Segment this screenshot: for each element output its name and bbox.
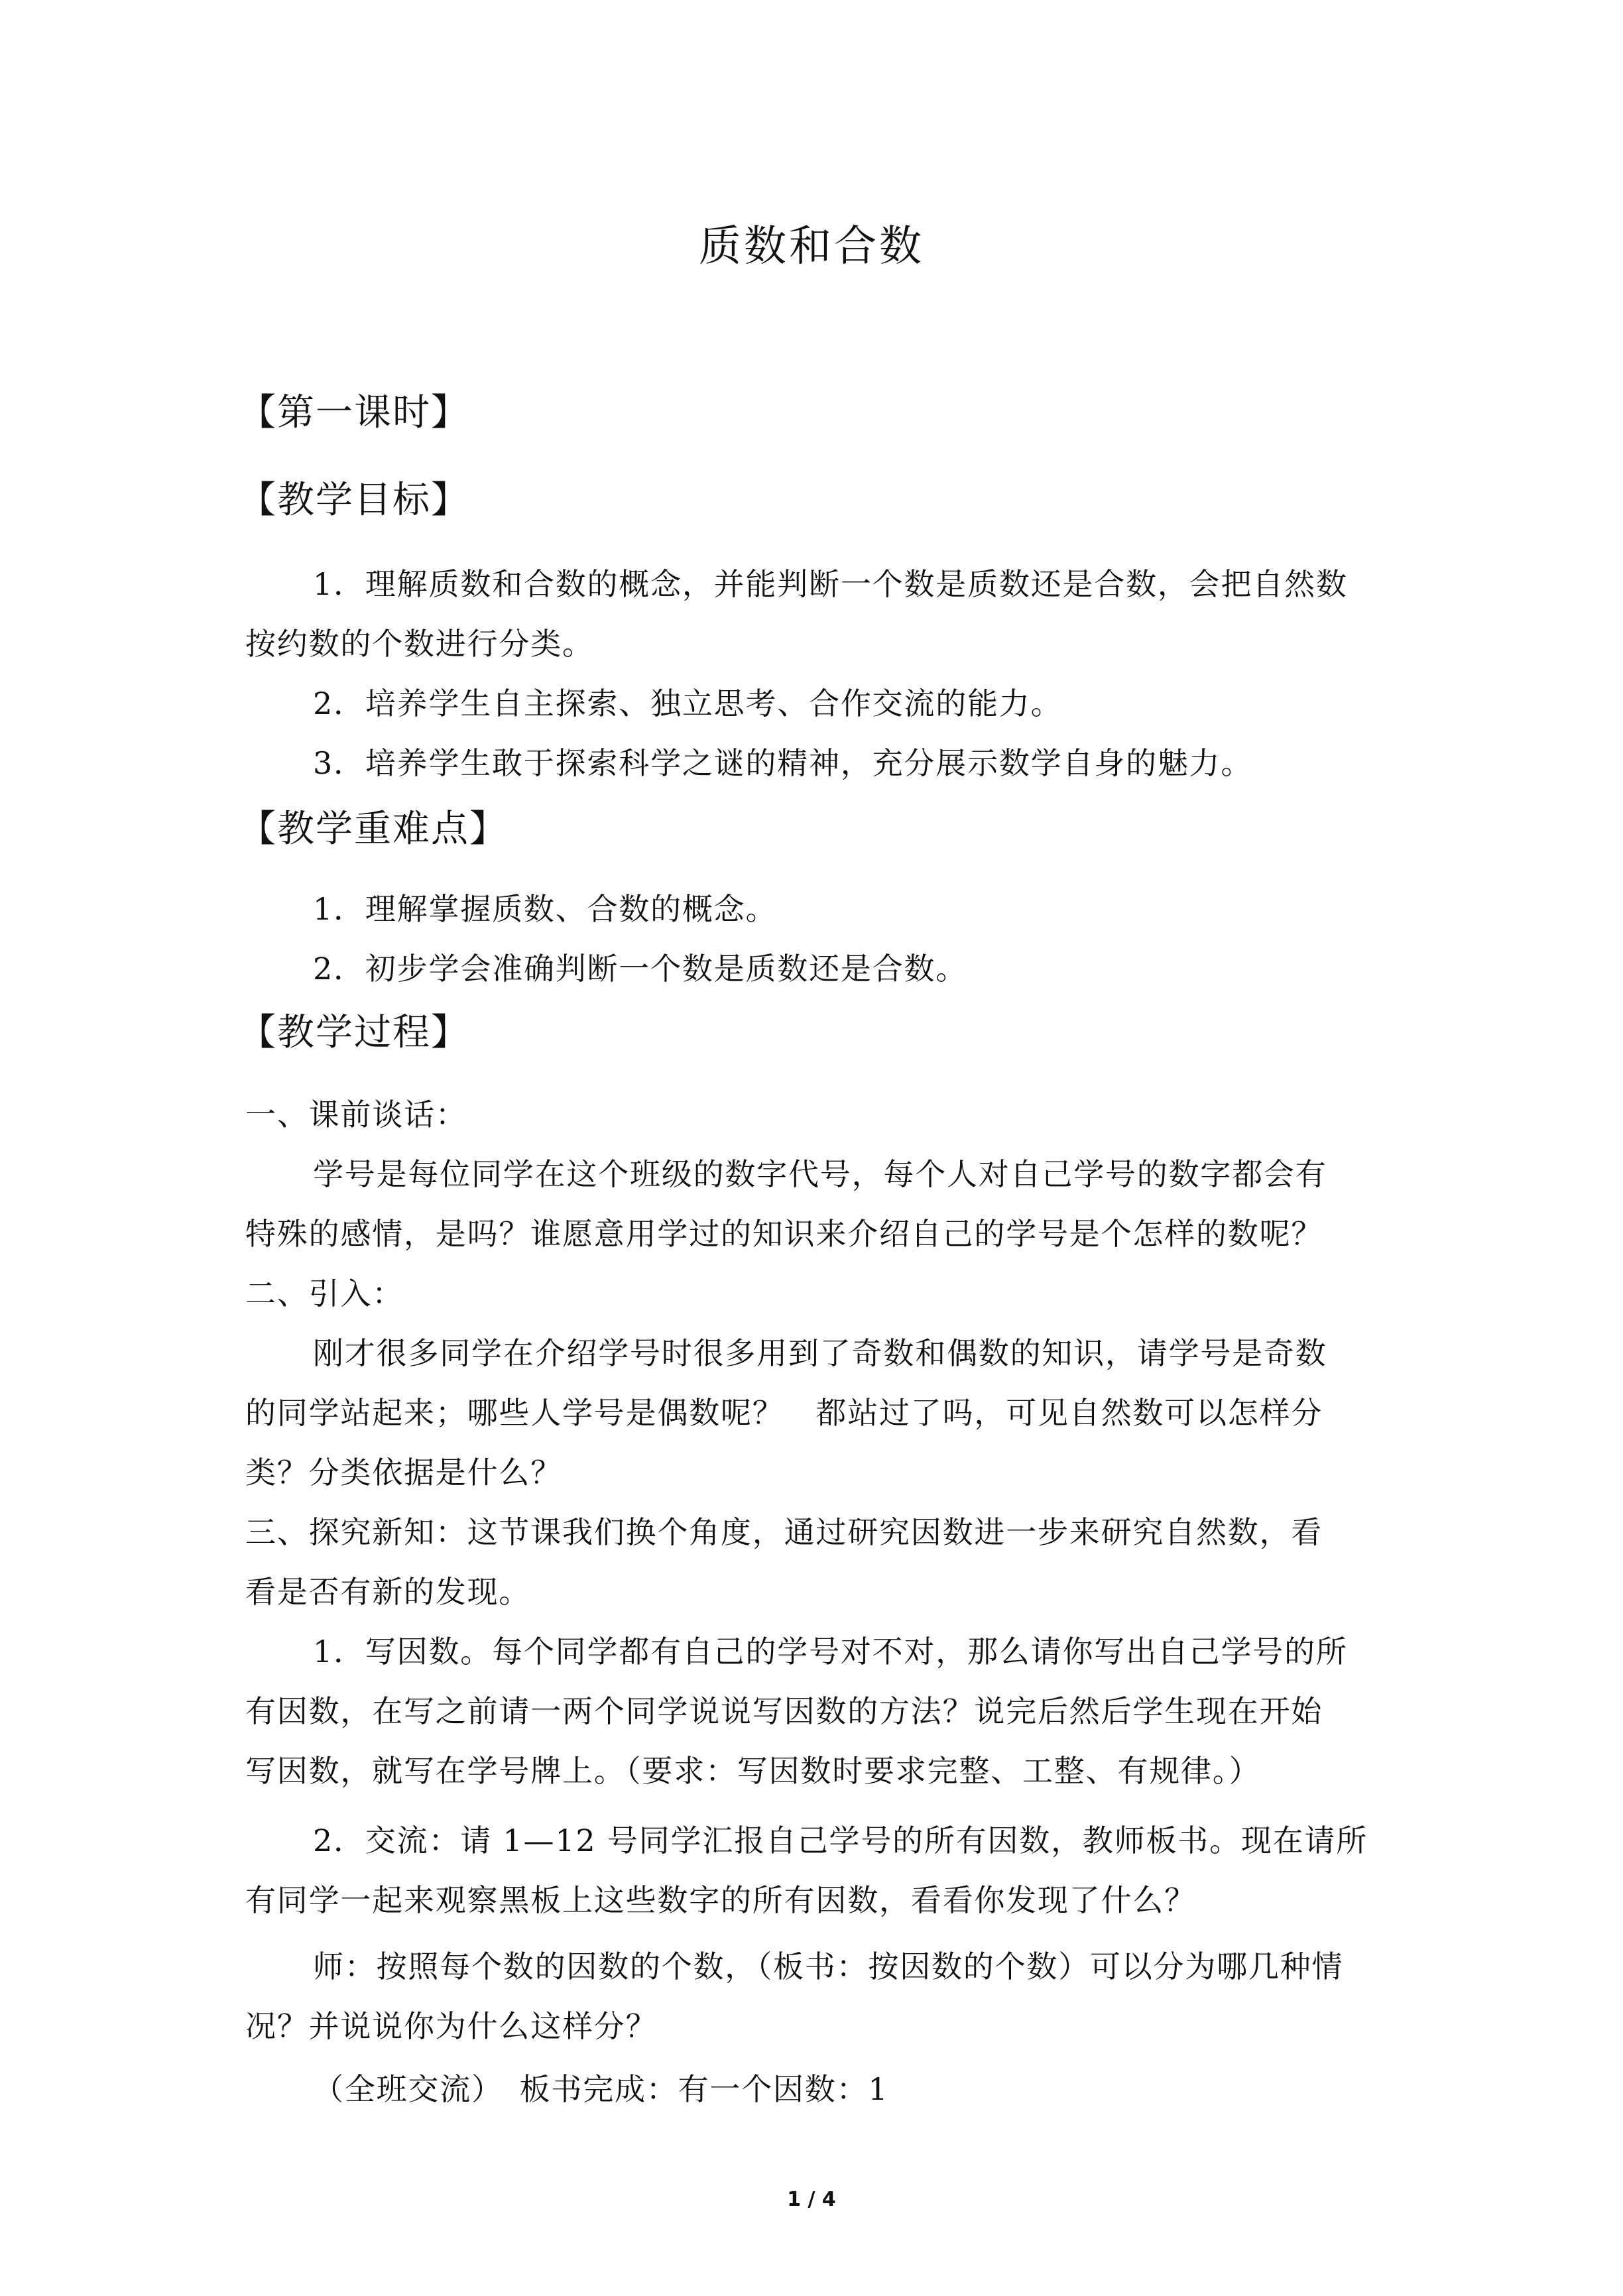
heading-first-lesson: 【第一课时】 xyxy=(239,391,469,434)
paragraph-line: 3．培养学生敢于探索科学之谜的精神，充分展示数学自身的魅力。 xyxy=(313,745,1253,781)
paragraph-line: 二、引入： xyxy=(245,1276,404,1311)
heading-teaching-process: 【教学过程】 xyxy=(239,1011,469,1054)
paragraph-line: 按约数的个数进行分类。 xyxy=(245,626,594,662)
paragraph-line: 2．交流：请 1—12 号同学汇报自己学号的所有因数，教师板书。现在请所 xyxy=(313,1823,1368,1858)
paragraph-line: 1．理解掌握质数、合数的概念。 xyxy=(313,891,778,927)
paragraph-line: 有同学一起来观察黑板上这些数字的所有因数，看看你发现了什么？ xyxy=(245,1882,1196,1918)
paragraph-line: 况？并说说你为什么这样分？ xyxy=(245,2008,658,2044)
document-title: 质数和合数 xyxy=(699,222,924,271)
heading-teaching-goals: 【教学目标】 xyxy=(239,479,469,522)
page-number: 1 / 4 xyxy=(787,2188,836,2211)
paragraph-line: 看是否有新的发现。 xyxy=(245,1574,531,1610)
paragraph-line: 三、探究新知：这节课我们换个角度，通过研究因数进一步来研究自然数，看 xyxy=(245,1514,1323,1550)
paragraph-line: 师：按照每个数的因数的个数，（板书：按因数的个数）可以分为哪几种情 xyxy=(313,1949,1344,1984)
paragraph-line: 一、课前谈话： xyxy=(245,1097,467,1132)
paragraph-line: 1．写因数。每个同学都有自己的学号对不对，那么请你写出自己学号的所 xyxy=(313,1634,1348,1669)
paragraph-line: 特殊的感情，是吗？谁愿意用学过的知识来介绍自己的学号是个怎样的数呢？ xyxy=(245,1216,1323,1252)
heading-key-difficulties: 【教学重难点】 xyxy=(239,808,508,851)
paragraph-line: 有因数，在写之前请一两个同学说说写因数的方法？说完后然后学生现在开始 xyxy=(245,1693,1323,1729)
paragraph-line: 类？分类依据是什么？ xyxy=(245,1455,562,1490)
paragraph-line: 2．初步学会准确判断一个数是质数还是合数。 xyxy=(313,951,968,987)
paragraph-line: 刚才很多同学在介绍学号时很多用到了奇数和偶数的知识，请学号是奇数 xyxy=(313,1335,1327,1371)
paragraph-line: 学号是每位同学在这个班级的数字代号，每个人对自己学号的数字都会有 xyxy=(313,1156,1327,1192)
paragraph-line: 写因数，就写在学号牌上。（要求：写因数时要求完整、工整、有规律。） xyxy=(245,1753,1261,1789)
paragraph-line: 1．理解质数和合数的概念，并能判断一个数是质数还是合数，会把自然数 xyxy=(313,566,1348,602)
paragraph-line: （全班交流） 板书完成：有一个因数：1 xyxy=(313,2071,889,2107)
paragraph-line: 2．培养学生自主探索、独立思考、合作交流的能力。 xyxy=(313,686,1063,721)
paragraph-line: 的同学站起来；哪些人学号是偶数呢？ 都站过了吗，可见自然数可以怎样分 xyxy=(245,1395,1323,1431)
